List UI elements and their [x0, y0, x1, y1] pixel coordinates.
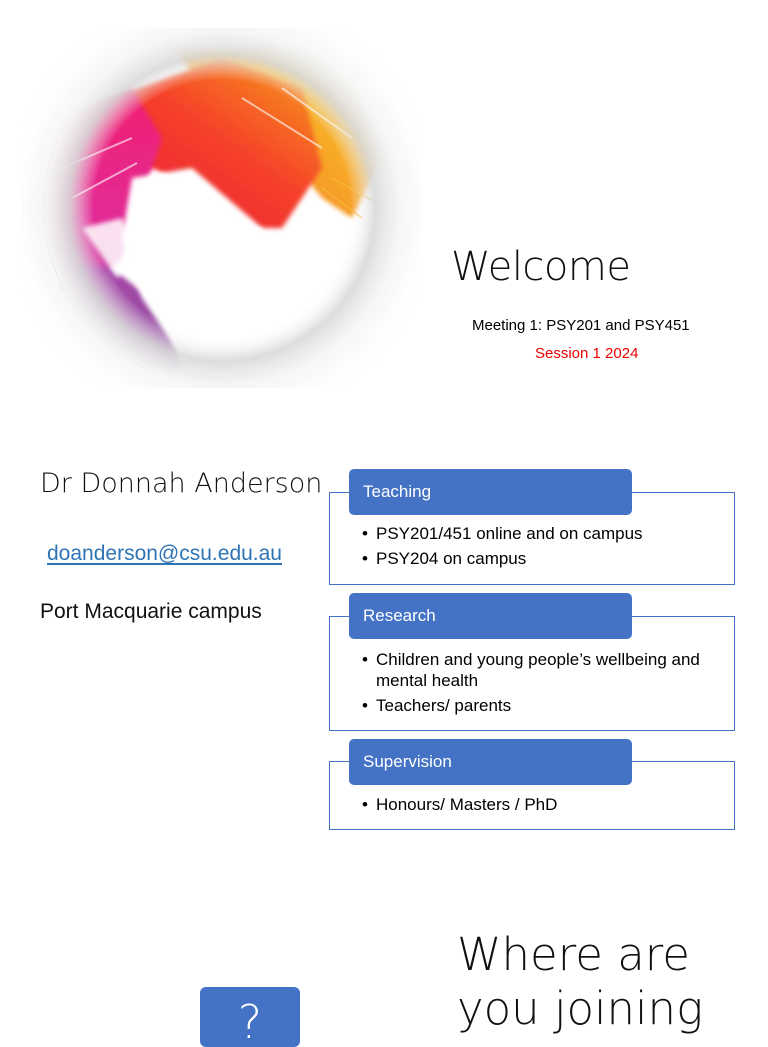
list-item: • Teachers/ parents — [362, 695, 722, 716]
list-item: • PSY201/451 online and on campus — [362, 523, 722, 544]
role-list-teaching — [362, 523, 722, 573]
welcome-title: Welcome — [451, 244, 631, 290]
role-list-supervision — [362, 794, 722, 819]
where-joining-title: Where are you joining — [457, 928, 704, 1035]
list-item: • PSY204 on campus — [362, 548, 722, 569]
presenter-name: Dr Donnah Anderson — [40, 468, 323, 499]
session-label: Session 1 2024 — [535, 345, 639, 362]
slide-where-joining — [0, 864, 768, 1047]
presenter-campus: Port Macquarie campus — [40, 600, 262, 623]
question-mark-icon: ? — [200, 987, 300, 1047]
list-item: • Honours/ Masters / PhD — [362, 794, 722, 815]
slide-presenter — [0, 432, 768, 864]
meeting-subtitle: Meeting 1: PSY201 and PSY451 — [472, 317, 690, 334]
paint-splash-image — [22, 28, 422, 388]
presenter-email-link[interactable]: doanderson@csu.edu.au — [47, 542, 282, 565]
role-list-research — [362, 649, 722, 720]
role-header-teaching: Teaching — [349, 469, 632, 515]
role-header-research: Research — [349, 593, 632, 639]
list-item: • Children and young people’s wellbeing and mental health — [362, 649, 722, 691]
slide-welcome — [0, 0, 768, 432]
role-header-supervision: Supervision — [349, 739, 632, 785]
